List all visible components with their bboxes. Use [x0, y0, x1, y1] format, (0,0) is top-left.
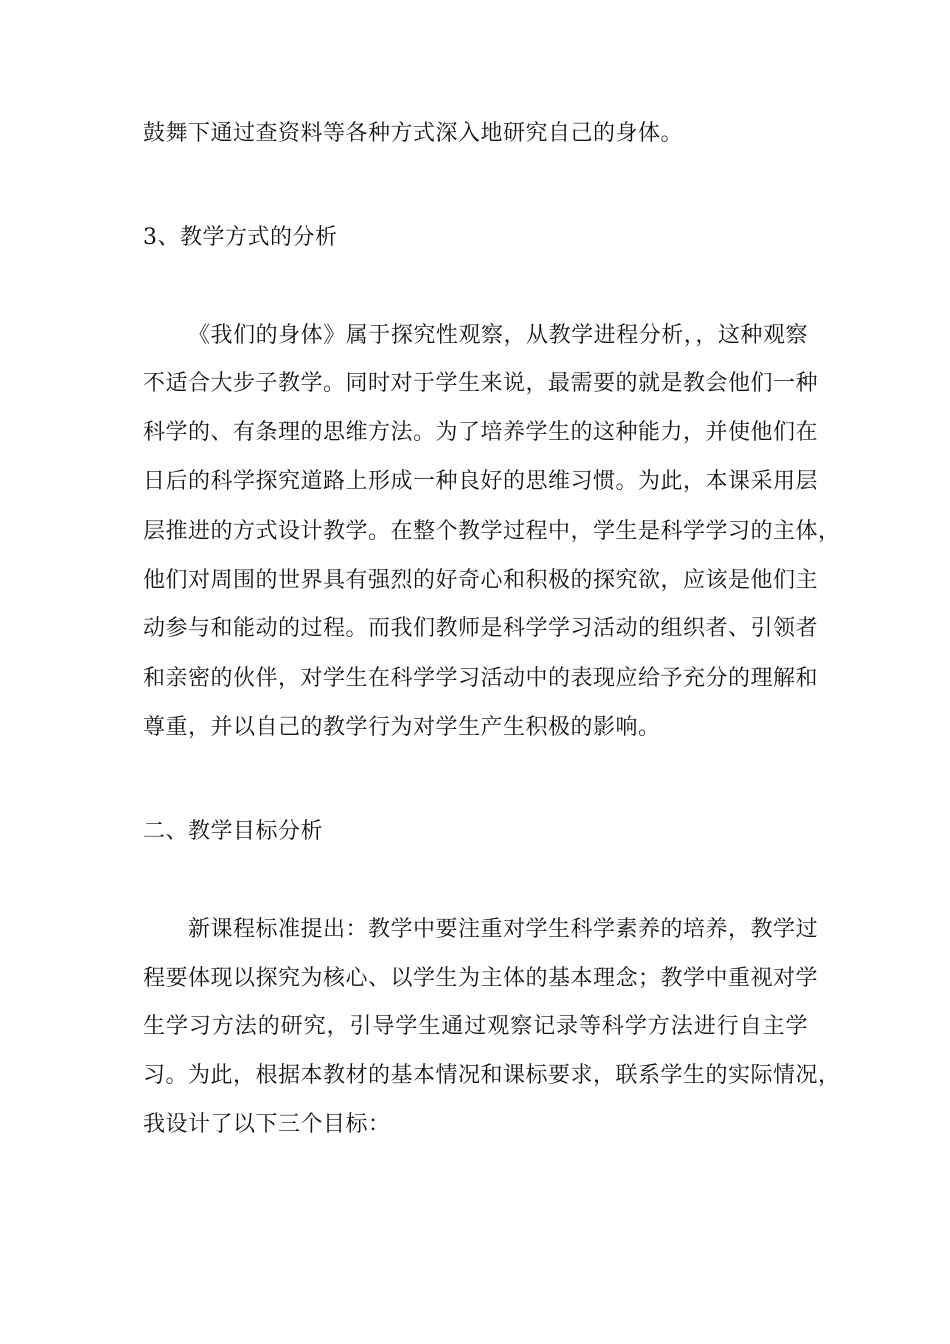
paragraph-line: 我设计了以下三个目标： — [143, 1112, 391, 1137]
paragraph-line: 他们对周围的世界具有强烈的好奇心和积极的探究欲，应该是他们主 — [143, 568, 819, 593]
paragraph-line: 不适合大步子教学。同时对于学生来说，最需要的就是教会他们一种 — [143, 371, 819, 396]
paragraph-line: 生学习方法的研究，引导学生通过观察记录等科学方法进行自主学 — [143, 1014, 808, 1039]
paragraph-line: 科学的、有条理的思维方法。为了培养学生的这种能力，并使他们在 — [143, 420, 819, 445]
paragraph-line: 习。为此，根据本教材的基本情况和课标要求，联系学生的实际情况， — [143, 1063, 841, 1088]
paragraph-line: 层推进的方式设计教学。在整个教学过程中，学生是科学学习的主体， — [143, 519, 841, 544]
paragraph-line: 尊重，并以自己的教学行为对学生产生积极的影响。 — [143, 715, 661, 740]
section-heading: 3、教学方式的分析 — [143, 225, 338, 250]
paragraph-line: 动参与和能动的过程。而我们教师是科学学习活动的组织者、引领者 — [143, 616, 819, 641]
paragraph-line: 日后的科学探究道路上形成一种良好的思维习惯。为此，本课采用层 — [143, 469, 819, 494]
section-heading: 二、教学目标分析 — [143, 819, 324, 844]
paragraph-line: 和亲密的伙伴，对学生在科学学习活动中的表现应给予充分的理解和 — [143, 666, 819, 691]
paragraph-line: 《我们的身体》属于探究性观察，从教学进程分析，，这种观察 — [188, 323, 808, 348]
body-text-line: 鼓舞下通过查资料等各种方式深入地研究自己的身体。 — [143, 121, 684, 146]
paragraph-line: 新课程标准提出：教学中要注重对学生科学素养的培养，教学过 — [188, 917, 819, 942]
paragraph-line: 程要体现以探究为核心、以学生为主体的基本理念；教学中重视对学 — [143, 966, 819, 991]
